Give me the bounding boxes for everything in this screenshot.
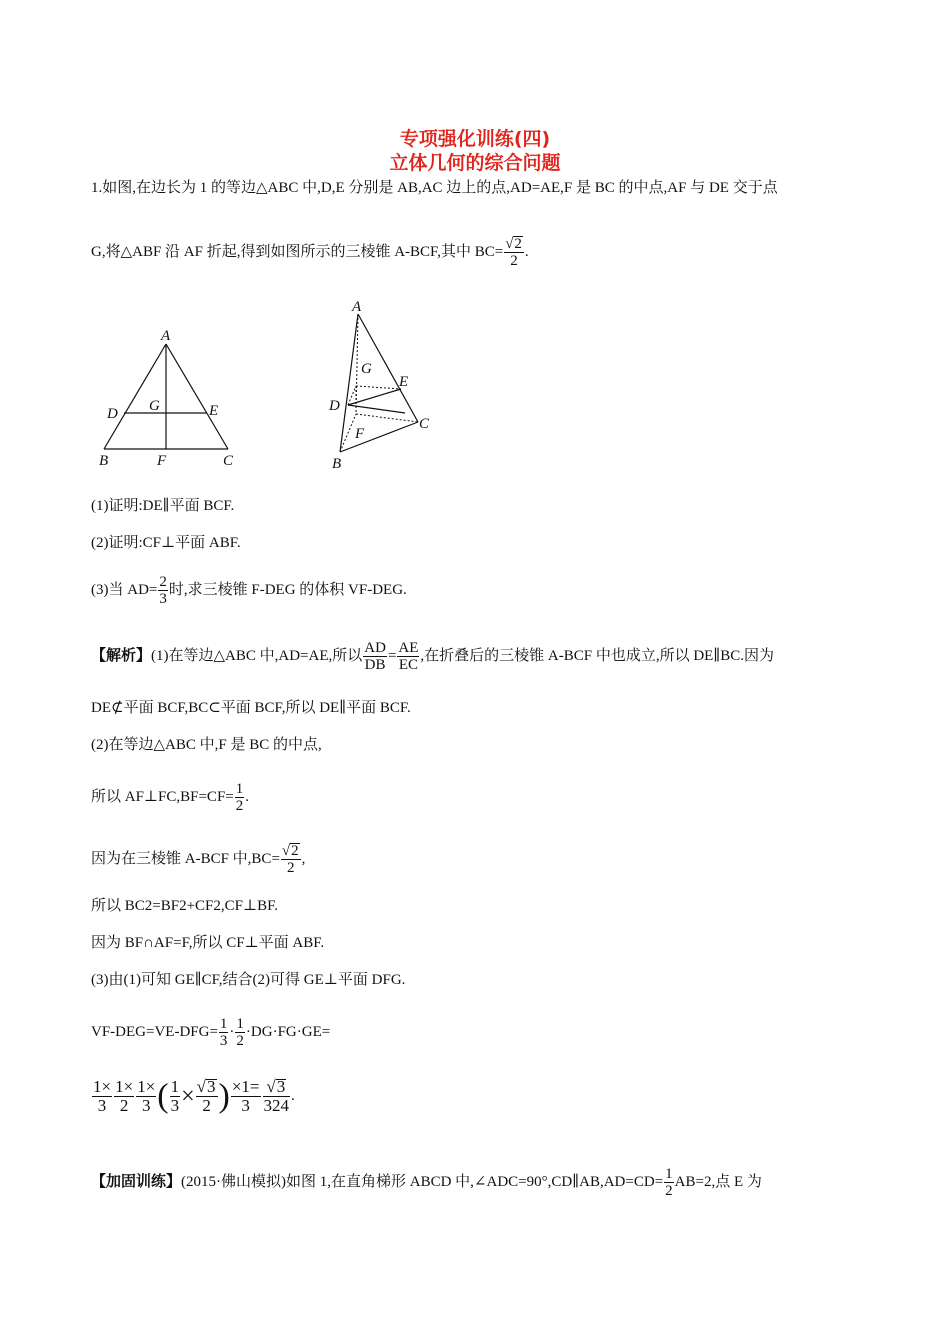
fraction-sqrt2-over-2: $\frac{√2}{2}$: [505, 236, 522, 269]
solution-line-9: VF-DEG=VE-DFG= $\frac{1}{3}$ · $\frac{1}{2}$ ·DG·FG·GE=: [91, 1016, 331, 1049]
practice-line: 【加固训练】(2015·佛山模拟)如图 1,在直角梯形 ABCD 中,∠ADC=90°,CD∥AB,AD=CD= $\frac{1}{2}$ AB=2,点 E 为: [91, 1166, 762, 1199]
practice-tag: 【加固训练】: [91, 1173, 182, 1190]
title-line-1: 专项强化训练(四): [399, 128, 551, 150]
figure-pyramid: [326, 296, 446, 476]
label-f: F: [355, 426, 365, 442]
solution-line-8: (3)由(1)可知 GE∥CF,结合(2)可得 GE⊥平面 DFG.: [91, 972, 406, 988]
fraction-sqrt2-over-2: $\frac{√2}{2}$: [281, 843, 299, 876]
label-e: E: [399, 374, 409, 390]
label-c: C: [419, 416, 430, 432]
label-g: G: [149, 398, 160, 414]
question-3: (3)当 AD= $\frac{2}{3}$ 时,求三棱锥 F-DEG 的体积 VF-DEG.: [91, 574, 407, 607]
solution-line-4: 所以 AF⊥FC,BF=CF= $\frac{1}{2}$ .: [91, 781, 249, 814]
label-d: D: [329, 398, 340, 414]
solution-line-3: (2)在等边△ABC 中,F 是 BC 的中点,: [91, 737, 322, 753]
solution-line-7: 因为 BF∩AF=F,所以 CF⊥平面 ABF.: [91, 935, 325, 951]
fraction-1-over-3: $\frac{1}{3}$: [219, 1016, 228, 1049]
label-a: A: [161, 328, 171, 344]
label-c: C: [223, 453, 234, 469]
label-b: B: [99, 453, 109, 469]
label-e: E: [209, 403, 219, 419]
fraction-1-over-2: $\frac{1}{2}$: [235, 781, 244, 814]
solution-line-1: 【解析】(1)在等边△ABC 中,AD=AE,所以 $\frac{AD}{DB}$ = $\frac{AE}{EC}$ ,在折叠后的三棱锥 A-BCF 中也成立,所以 DE∥BC.因为: [91, 640, 775, 673]
solution-line-6: 所以 BC2=BF2+CF2,CF⊥BF.: [91, 898, 278, 914]
label-g: G: [361, 361, 372, 377]
label-d: D: [107, 406, 118, 422]
solution-tag: 【解析】: [91, 647, 152, 664]
fraction-ae-ec: $\frac{AE}{EC}$: [398, 640, 419, 673]
label-a: A: [352, 299, 362, 315]
problem-line-1: 1.如图,在边长为 1 的等边△ABC 中,D,E 分别是 AB,AC 边上的点,AD=AE,F 是 BC 的中点,AF 与 DE 交于点: [91, 180, 778, 196]
label-b: B: [332, 456, 342, 472]
fraction-ad-db: $\frac{AD}{DB}$: [364, 640, 386, 673]
problem-line-2-text: G,将△ABF 沿 AF 折起,得到如图所示的三棱锥 A-BCF,其中 BC=: [91, 243, 504, 260]
fraction-1-over-2: $\frac{1}{2}$: [236, 1016, 244, 1049]
title-line-2: 立体几何的综合问题: [389, 152, 561, 174]
figure-flat-triangle: [95, 322, 255, 472]
solution-line-10: $\frac{1\times}{3}$ $\frac{1\times}{2}$ $\frac{1\times}{3}$ ( $\frac{1}{3}$ × $\frac{√3}{2}$ ) $\frac{\times 1=}{3}$ $\frac{√3}{324}$ .: [93, 1077, 295, 1115]
problem-line-2: G,将△ABF 沿 AF 折起,得到如图所示的三棱锥 A-BCF,其中 BC= $\frac{√2}{2}$ .: [91, 236, 529, 269]
solution-line-5: 因为在三棱锥 A-BCF 中,BC= $\frac{√2}{2}$ ,: [91, 843, 306, 876]
fraction-2-over-3: $\frac{2}{3}$: [159, 574, 167, 607]
fraction-1-over-2: $\frac{1}{2}$: [665, 1166, 673, 1199]
question-1: (1)证明:DE∥平面 BCF.: [91, 498, 235, 514]
solution-line-2: DE⊄平面 BCF,BC⊂平面 BCF,所以 DE∥平面 BCF.: [91, 700, 411, 716]
label-f: F: [157, 453, 167, 469]
question-2: (2)证明:CF⊥平面 ABF.: [91, 535, 241, 551]
